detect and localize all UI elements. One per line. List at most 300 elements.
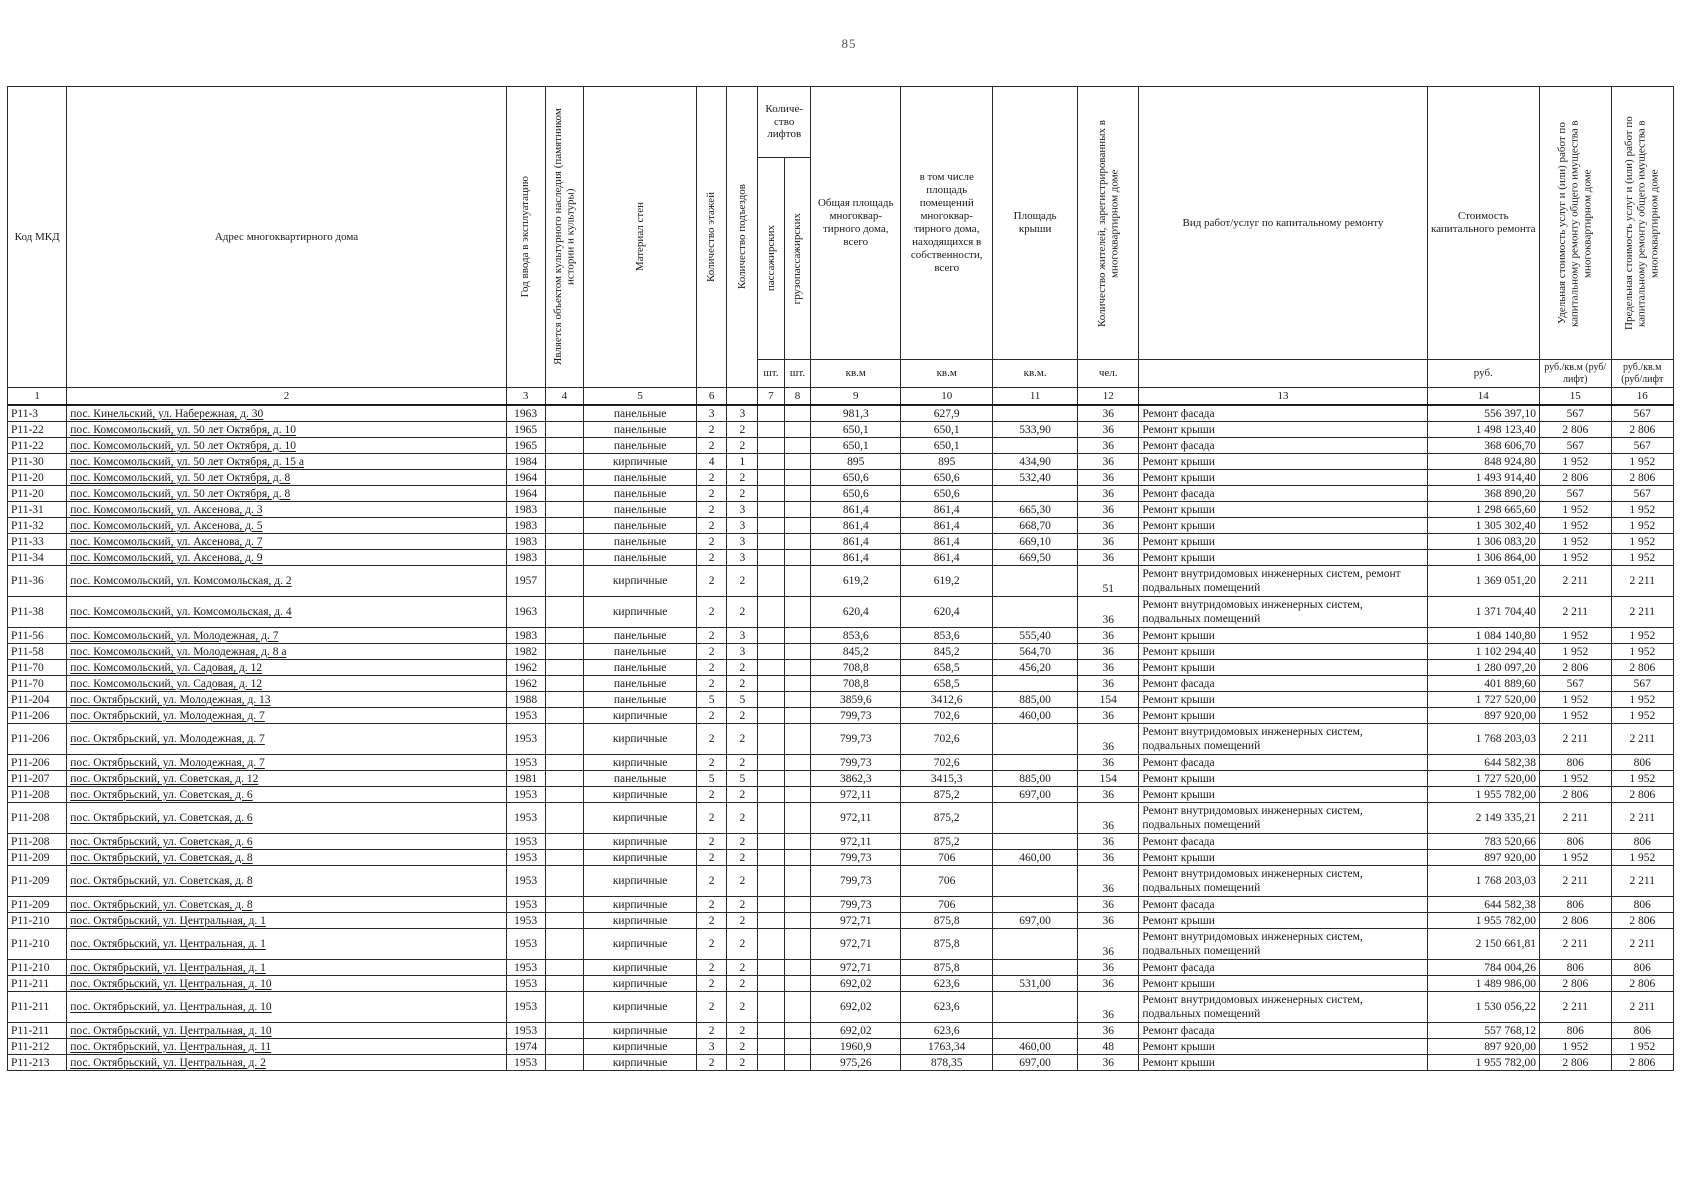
hdr-work: Вид работ/услуг по капитальному ремонту (1139, 87, 1427, 360)
cell-year: 1953 (506, 724, 545, 755)
column-number-cell: 7 (758, 388, 785, 406)
cell-entrances: 2 (727, 566, 758, 597)
cell-heritage (545, 771, 584, 787)
cell-residents: 36 (1078, 1023, 1139, 1039)
cell-year: 1982 (506, 644, 545, 660)
cell-repair-cost: 1 955 782,00 (1427, 1055, 1539, 1071)
cell-work-type: Ремонт крыши (1139, 422, 1427, 438)
unit-lifts-cargo: шт. (784, 360, 811, 388)
column-number-cell: 5 (584, 388, 696, 406)
cell-entrances: 2 (727, 897, 758, 913)
cell-repair-cost: 2 149 335,21 (1427, 803, 1539, 834)
cell-limit-cost: 2 211 (1611, 866, 1673, 897)
hdr-roof-area: Площадь крыши (993, 87, 1078, 360)
cell-work-type: Ремонт крыши (1139, 660, 1427, 676)
cell-repair-cost: 368 606,70 (1427, 438, 1539, 454)
cell-floors: 2 (696, 960, 727, 976)
cell-total-area: 861,4 (811, 518, 901, 534)
column-number-cell: 10 (901, 388, 993, 406)
cell-heritage (545, 976, 584, 992)
cell-repair-cost: 1 306 864,00 (1427, 550, 1539, 566)
cell-heritage (545, 470, 584, 486)
cell-limit-cost: 806 (1611, 755, 1673, 771)
cell-total-area: 708,8 (811, 660, 901, 676)
cell-lifts-cargo (784, 454, 811, 470)
cell-work-type: Ремонт крыши (1139, 692, 1427, 708)
cell-entrances: 2 (727, 976, 758, 992)
cell-year: 1953 (506, 803, 545, 834)
cell-heritage (545, 550, 584, 566)
cell-unit-cost: 2 211 (1539, 866, 1611, 897)
cell-unit-cost: 1 952 (1539, 1039, 1611, 1055)
cell-work-type: Ремонт крыши (1139, 454, 1427, 470)
cell-owned-area: 706 (901, 850, 993, 866)
cell-heritage (545, 708, 584, 724)
cell-floors: 2 (696, 502, 727, 518)
cell-lifts-pass (758, 405, 785, 422)
cell-wall-material: кирпичные (584, 1023, 696, 1039)
cell-limit-cost: 2 806 (1611, 470, 1673, 486)
cell-code: Р11-210 (8, 929, 67, 960)
cell-lifts-cargo (784, 518, 811, 534)
cell-year: 1963 (506, 597, 545, 628)
cell-address: пос. Комсомольский, ул. Аксенова, д. 7 (67, 534, 506, 550)
cell-lifts-cargo (784, 976, 811, 992)
cell-repair-cost: 784 004,26 (1427, 960, 1539, 976)
table-row (8, 787, 1674, 803)
cell-address: пос. Комсомольский, ул. Аксенова, д. 5 (67, 518, 506, 534)
cell-lifts-cargo (784, 597, 811, 628)
table-row (8, 470, 1674, 486)
cell-floors: 2 (696, 708, 727, 724)
cell-limit-cost: 1 952 (1611, 628, 1673, 644)
cell-entrances: 1 (727, 454, 758, 470)
cell-heritage (545, 454, 584, 470)
table-row (8, 660, 1674, 676)
cell-wall-material: кирпичные (584, 834, 696, 850)
hdr-floors: Количество этажей (696, 87, 727, 388)
cell-address: пос. Октябрьский, ул. Молодежная, д. 7 (67, 708, 506, 724)
table-row (8, 438, 1674, 454)
cell-entrances: 2 (727, 676, 758, 692)
cell-heritage (545, 787, 584, 803)
cell-floors: 2 (696, 976, 727, 992)
cell-year: 1953 (506, 787, 545, 803)
cell-floors: 2 (696, 550, 727, 566)
column-number-cell: 8 (784, 388, 811, 406)
cell-work-type: Ремонт крыши (1139, 470, 1427, 486)
cell-entrances: 3 (727, 550, 758, 566)
cell-residents: 36 (1078, 897, 1139, 913)
cell-owned-area: 702,6 (901, 724, 993, 755)
cell-year: 1984 (506, 454, 545, 470)
cell-limit-cost: 1 952 (1611, 771, 1673, 787)
cell-residents: 36 (1078, 913, 1139, 929)
cell-year: 1953 (506, 929, 545, 960)
cell-floors: 2 (696, 597, 727, 628)
cell-limit-cost: 2 211 (1611, 566, 1673, 597)
hdr-cost: Стоимость капитального ремонта (1427, 87, 1539, 360)
cell-work-type: Ремонт фасада (1139, 1023, 1427, 1039)
cell-unit-cost: 2 806 (1539, 1055, 1611, 1071)
cell-owned-area: 875,2 (901, 834, 993, 850)
cell-roof-area: 533,90 (993, 422, 1078, 438)
cell-lifts-pass (758, 692, 785, 708)
cell-wall-material: панельные (584, 644, 696, 660)
cell-lifts-pass (758, 850, 785, 866)
cell-unit-cost: 806 (1539, 834, 1611, 850)
cell-lifts-cargo (784, 502, 811, 518)
cell-year: 1974 (506, 1039, 545, 1055)
cell-heritage (545, 834, 584, 850)
cell-owned-area: 623,6 (901, 1023, 993, 1039)
cell-address: пос. Комсомольский, ул. Молодежная, д. 8 а (67, 644, 506, 660)
cell-work-type: Ремонт крыши (1139, 502, 1427, 518)
cell-address: пос. Комсомольский, ул. 50 лет Октября, д. 10 (67, 422, 506, 438)
cell-lifts-cargo (784, 1055, 811, 1071)
cell-unit-cost: 806 (1539, 960, 1611, 976)
cell-entrances: 2 (727, 438, 758, 454)
hdr-address: Адрес многоквартирного дома (67, 87, 506, 388)
cell-lifts-pass (758, 1055, 785, 1071)
cell-lifts-pass (758, 676, 785, 692)
cell-code: Р11-211 (8, 1023, 67, 1039)
cell-owned-area: 861,4 (901, 534, 993, 550)
cell-lifts-cargo (784, 628, 811, 644)
cell-lifts-pass (758, 502, 785, 518)
cell-floors: 2 (696, 534, 727, 550)
cell-lifts-pass (758, 976, 785, 992)
cell-unit-cost: 2 211 (1539, 566, 1611, 597)
cell-roof-area: 669,10 (993, 534, 1078, 550)
cell-floors: 4 (696, 454, 727, 470)
cell-residents: 36 (1078, 803, 1139, 834)
cell-heritage (545, 897, 584, 913)
cell-repair-cost: 2 150 661,81 (1427, 929, 1539, 960)
column-number-cell: 12 (1078, 388, 1139, 406)
cell-wall-material: кирпичные (584, 597, 696, 628)
cell-limit-cost: 567 (1611, 486, 1673, 502)
cell-heritage (545, 1055, 584, 1071)
cell-work-type: Ремонт внутридомовых инженерных систем, подвальных помещений (1139, 724, 1427, 755)
cell-address: пос. Октябрьский, ул. Молодежная, д. 13 (67, 692, 506, 708)
cell-lifts-cargo (784, 913, 811, 929)
cell-limit-cost: 1 952 (1611, 644, 1673, 660)
cell-owned-area: 658,5 (901, 676, 993, 692)
cell-heritage (545, 724, 584, 755)
cell-residents: 36 (1078, 976, 1139, 992)
cell-repair-cost: 1 493 914,40 (1427, 470, 1539, 486)
cell-code: Р11-211 (8, 976, 67, 992)
cell-wall-material: кирпичные (584, 897, 696, 913)
cell-total-area: 972,71 (811, 960, 901, 976)
cell-heritage (545, 597, 584, 628)
cell-lifts-cargo (784, 534, 811, 550)
cell-work-type: Ремонт крыши (1139, 850, 1427, 866)
cell-address: пос. Комсомольский, ул. Аксенова, д. 3 (67, 502, 506, 518)
cell-floors: 2 (696, 803, 727, 834)
cell-residents: 36 (1078, 929, 1139, 960)
cell-residents: 154 (1078, 771, 1139, 787)
cell-wall-material: панельные (584, 660, 696, 676)
cell-unit-cost: 567 (1539, 438, 1611, 454)
cell-code: Р11-36 (8, 566, 67, 597)
cell-entrances: 2 (727, 708, 758, 724)
cell-wall-material: панельные (584, 438, 696, 454)
cell-floors: 2 (696, 992, 727, 1023)
table-row (8, 566, 1674, 597)
cell-year: 1963 (506, 405, 545, 422)
cell-address: пос. Октябрьский, ул. Центральная, д. 10 (67, 976, 506, 992)
cell-roof-area (993, 897, 1078, 913)
cell-code: Р11-206 (8, 755, 67, 771)
cell-lifts-pass (758, 787, 785, 803)
cell-entrances: 2 (727, 913, 758, 929)
unit-cost: руб. (1427, 360, 1539, 388)
cell-code: Р11-58 (8, 644, 67, 660)
cell-entrances: 2 (727, 850, 758, 866)
cell-limit-cost: 806 (1611, 1023, 1673, 1039)
cell-wall-material: кирпичные (584, 992, 696, 1023)
cell-floors: 2 (696, 422, 727, 438)
cell-wall-material: панельные (584, 771, 696, 787)
cell-lifts-cargo (784, 708, 811, 724)
cell-address: пос. Комсомольский, ул. Комсомольская, д. 2 (67, 566, 506, 597)
cell-heritage (545, 755, 584, 771)
cell-roof-area: 434,90 (993, 454, 1078, 470)
cell-lifts-cargo (784, 438, 811, 454)
cell-floors: 2 (696, 897, 727, 913)
cell-unit-cost: 2 806 (1539, 660, 1611, 676)
cell-lifts-pass (758, 913, 785, 929)
cell-lifts-pass (758, 992, 785, 1023)
cell-work-type: Ремонт фасада (1139, 755, 1427, 771)
cell-address: пос. Октябрьский, ул. Советская, д. 6 (67, 803, 506, 834)
cell-year: 1962 (506, 660, 545, 676)
cell-unit-cost: 2 806 (1539, 976, 1611, 992)
cell-repair-cost: 1 489 986,00 (1427, 976, 1539, 992)
cell-lifts-cargo (784, 405, 811, 422)
cell-owned-area: 878,35 (901, 1055, 993, 1071)
cell-wall-material: кирпичные (584, 960, 696, 976)
cell-work-type: Ремонт внутридомовых инженерных систем, ремонт подвальных помещений (1139, 566, 1427, 597)
cell-unit-cost: 2 806 (1539, 422, 1611, 438)
cell-residents: 36 (1078, 834, 1139, 850)
cell-work-type: Ремонт крыши (1139, 1055, 1427, 1071)
cell-address: пос. Октябрьский, ул. Центральная, д. 2 (67, 1055, 506, 1071)
cell-address: пос. Комсомольский, ул. Садовая, д. 12 (67, 660, 506, 676)
cell-entrances: 2 (727, 834, 758, 850)
cell-address: пос. Комсомольский, ул. 50 лет Октября, д. 10 (67, 438, 506, 454)
cell-owned-area: 623,6 (901, 976, 993, 992)
cell-work-type: Ремонт фасада (1139, 834, 1427, 850)
table-row (8, 755, 1674, 771)
cell-owned-area: 875,8 (901, 929, 993, 960)
cell-floors: 2 (696, 486, 727, 502)
cell-repair-cost: 1 084 140,80 (1427, 628, 1539, 644)
cell-work-type: Ремонт внутридомовых инженерных систем, подвальных помещений (1139, 866, 1427, 897)
cell-roof-area: 669,50 (993, 550, 1078, 566)
cell-unit-cost: 806 (1539, 1023, 1611, 1039)
table-row (8, 834, 1674, 850)
cell-repair-cost: 644 582,38 (1427, 897, 1539, 913)
cell-owned-area: 845,2 (901, 644, 993, 660)
cell-limit-cost: 567 (1611, 438, 1673, 454)
cell-residents: 36 (1078, 850, 1139, 866)
cell-code: Р11-20 (8, 486, 67, 502)
cell-heritage (545, 676, 584, 692)
cell-lifts-pass (758, 660, 785, 676)
cell-total-area: 972,71 (811, 929, 901, 960)
cell-repair-cost: 1 305 302,40 (1427, 518, 1539, 534)
cell-heritage (545, 486, 584, 502)
cell-code: Р11-204 (8, 692, 67, 708)
cell-repair-cost: 897 920,00 (1427, 1039, 1539, 1055)
cell-heritage (545, 502, 584, 518)
cell-total-area: 861,4 (811, 534, 901, 550)
cell-roof-area: 697,00 (993, 913, 1078, 929)
cell-limit-cost: 567 (1611, 405, 1673, 422)
cell-address: пос. Октябрьский, ул. Советская, д. 12 (67, 771, 506, 787)
cell-roof-area: 697,00 (993, 787, 1078, 803)
cell-work-type: Ремонт крыши (1139, 787, 1427, 803)
cell-lifts-cargo (784, 566, 811, 597)
cell-roof-area: 555,40 (993, 628, 1078, 644)
cell-lifts-pass (758, 534, 785, 550)
unit-residents: чел. (1078, 360, 1139, 388)
page-number: 85 (841, 36, 857, 51)
column-number-cell: 16 (1611, 388, 1673, 406)
cell-year: 1953 (506, 992, 545, 1023)
cell-year: 1953 (506, 834, 545, 850)
cell-total-area: 1960,9 (811, 1039, 901, 1055)
cell-unit-cost: 1 952 (1539, 518, 1611, 534)
cell-wall-material: кирпичные (584, 1055, 696, 1071)
cell-owned-area: 650,1 (901, 438, 993, 454)
cell-lifts-pass (758, 486, 785, 502)
cell-code: Р11-211 (8, 992, 67, 1023)
cell-roof-area (993, 803, 1078, 834)
cell-entrances: 3 (727, 502, 758, 518)
cell-total-area: 650,6 (811, 486, 901, 502)
cell-lifts-cargo (784, 1023, 811, 1039)
cell-entrances: 5 (727, 692, 758, 708)
cell-repair-cost: 1 371 704,40 (1427, 597, 1539, 628)
cell-lifts-cargo (784, 755, 811, 771)
cell-heritage (545, 566, 584, 597)
cell-lifts-cargo (784, 771, 811, 787)
cell-heritage (545, 438, 584, 454)
unit-roof-area: кв.м. (993, 360, 1078, 388)
cell-work-type: Ремонт фасада (1139, 676, 1427, 692)
cell-code: Р11-212 (8, 1039, 67, 1055)
cell-lifts-pass (758, 834, 785, 850)
cell-owned-area: 706 (901, 897, 993, 913)
cell-repair-cost: 1 306 083,20 (1427, 534, 1539, 550)
cell-entrances: 2 (727, 597, 758, 628)
cell-address: пос. Комсомольский, ул. 50 лет Октября, д. 8 (67, 486, 506, 502)
cell-roof-area: 456,20 (993, 660, 1078, 676)
cell-residents: 36 (1078, 405, 1139, 422)
cell-unit-cost: 2 211 (1539, 803, 1611, 834)
cell-wall-material: панельные (584, 628, 696, 644)
cell-work-type: Ремонт фасада (1139, 897, 1427, 913)
cell-owned-area: 620,4 (901, 597, 993, 628)
cell-entrances: 2 (727, 660, 758, 676)
cell-lifts-pass (758, 454, 785, 470)
cell-owned-area: 875,2 (901, 787, 993, 803)
cell-total-area: 975,26 (811, 1055, 901, 1071)
cell-entrances: 3 (727, 644, 758, 660)
cell-floors: 2 (696, 628, 727, 644)
cell-year: 1953 (506, 755, 545, 771)
cell-floors: 2 (696, 518, 727, 534)
cell-roof-area (993, 597, 1078, 628)
table-row (8, 1055, 1674, 1071)
cell-repair-cost: 1 298 665,60 (1427, 502, 1539, 518)
cell-code: Р11-209 (8, 866, 67, 897)
cell-lifts-pass (758, 644, 785, 660)
cell-roof-area: 885,00 (993, 692, 1078, 708)
cell-residents: 36 (1078, 438, 1139, 454)
cell-floors: 2 (696, 566, 727, 597)
cell-residents: 36 (1078, 502, 1139, 518)
cell-repair-cost: 1 768 203,03 (1427, 866, 1539, 897)
column-number-cell: 11 (993, 388, 1078, 406)
cell-repair-cost: 556 397,10 (1427, 405, 1539, 422)
table-row (8, 486, 1674, 502)
hdr-unit-cost: Удельная стоимость услуг и (или) работ по капитальному ремонту общего имущества в многоквартирном доме (1539, 87, 1611, 360)
cell-total-area: 799,73 (811, 708, 901, 724)
cell-address: пос. Кинельский, ул. Набережная, д. 30 (67, 405, 506, 422)
cell-address: пос. Комсомольский, ул. 50 лет Октября, д. 8 (67, 470, 506, 486)
hdr-total-area: Общая площадь многоквар-тирного дома, всего (811, 87, 901, 360)
cell-unit-cost: 1 952 (1539, 502, 1611, 518)
capital-repair-table (7, 86, 1674, 1071)
cell-owned-area: 619,2 (901, 566, 993, 597)
cell-floors: 2 (696, 1055, 727, 1071)
cell-residents: 36 (1078, 486, 1139, 502)
cell-entrances: 3 (727, 518, 758, 534)
cell-wall-material: кирпичные (584, 454, 696, 470)
cell-code: Р11-209 (8, 897, 67, 913)
cell-repair-cost: 1 727 520,00 (1427, 771, 1539, 787)
cell-roof-area (993, 960, 1078, 976)
cell-unit-cost: 2 211 (1539, 929, 1611, 960)
table-row (8, 708, 1674, 724)
cell-roof-area: 460,00 (993, 708, 1078, 724)
cell-lifts-cargo (784, 692, 811, 708)
cell-work-type: Ремонт фасада (1139, 486, 1427, 502)
cell-address: пос. Комсомольский, ул. Аксенова, д. 9 (67, 550, 506, 566)
cell-address: пос. Октябрьский, ул. Молодежная, д. 7 (67, 755, 506, 771)
cell-entrances: 2 (727, 929, 758, 960)
cell-total-area: 972,71 (811, 913, 901, 929)
hdr-lifts-cargo: грузопассажирских (784, 158, 811, 360)
cell-owned-area: 650,6 (901, 470, 993, 486)
cell-residents: 36 (1078, 422, 1139, 438)
cell-heritage (545, 913, 584, 929)
cell-address: пос. Октябрьский, ул. Центральная, д. 10 (67, 1023, 506, 1039)
cell-lifts-pass (758, 422, 785, 438)
table-row (8, 676, 1674, 692)
cell-unit-cost: 2 211 (1539, 992, 1611, 1023)
cell-entrances: 2 (727, 755, 758, 771)
cell-lifts-cargo (784, 803, 811, 834)
cell-code: Р11-3 (8, 405, 67, 422)
cell-residents: 36 (1078, 660, 1139, 676)
cell-entrances: 2 (727, 803, 758, 834)
